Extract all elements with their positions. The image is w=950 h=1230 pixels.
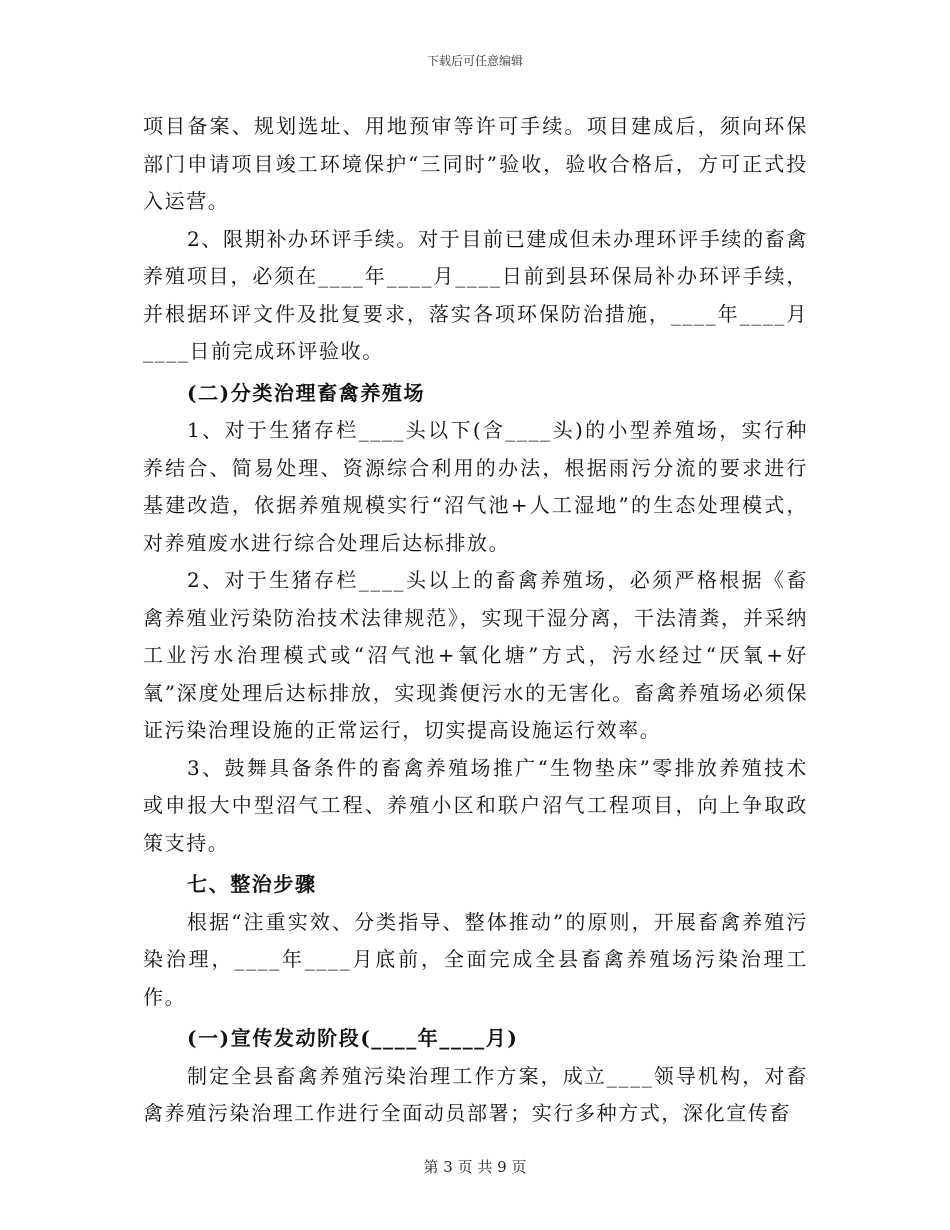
section-heading-classified-treatment: (二)分类治理畜禽养殖场: [187, 380, 426, 405]
document-body: [143, 108, 808, 1133]
paragraph-principles: 根据“注重实效、分类指导、整体推动”的原则，开展畜禽养殖污染治理，____年____月底前，全面完成全县畜禽养殖场污染治理工作。: [143, 909, 808, 1009]
paragraph-eia-deadline: 2、限期补办环评手续。对于目前已建成但未办理环评手续的畜禽养殖项目，必须在____年____月____日前到县环保局补办环评手续，并根据环评文件及批复要求，落实各项环保防治措施，____年____月____日前完成环评验收。: [143, 226, 808, 363]
paragraph-permits-continuation: 项目备案、规划选址、用地预审等许可手续。项目建成后，须向环保部门申请项目竣工环境保护“三同时”验收，验收合格后，方可正式投入运营。: [143, 114, 808, 213]
page-header-note: 下载后可任意编辑: [426, 54, 523, 68]
section-heading-publicity-phase: (一)宣传发动阶段(____年____月): [187, 1026, 519, 1050]
page-number-footer: 第 3 页 共 9 页: [423, 1158, 527, 1176]
paragraph-work-plan: 制定全县畜禽养殖污染治理工作方案，成立____领导机构，对畜禽养殖污染治理工作进行全面动员部署；实行多种方式，深化宣传畜: [143, 1063, 808, 1125]
paragraph-large-farms: 2、对于生猪存栏____头以上的畜禽养殖场，必须严格根据《畜禽养殖业污染防治技术法律规范》，实现干湿分离，干法清粪，并采纳工业污水治理模式或“沼气池+氧化塘”方式，污水经过“厌氧+好氧”深度处理后达标排放，实现粪便污水的无害化。畜禽养殖场必须保证污染治理设施的正常运行，切实提高设施运行效率。: [143, 568, 808, 742]
paragraph-zero-discharge: 3、鼓舞具备条件的畜禽养殖场推广“生物垫床”零排放养殖技术或申报大中型沼气工程、养殖小区和联户沼气工程项目，向上争取政策支持。: [143, 755, 808, 855]
section-heading-steps: 七、整治步骤: [187, 872, 317, 896]
paragraph-small-farms: 1、对于生猪存栏____头以下(含____头)的小型养殖场，实行种养结合、简易处理、资源综合利用的办法，根据雨污分流的要求进行基建改造，依据养殖规模实行“沼气池+人工湿地”的生态处理模式，对养殖废水进行综合处理后达标排放。: [143, 418, 808, 555]
